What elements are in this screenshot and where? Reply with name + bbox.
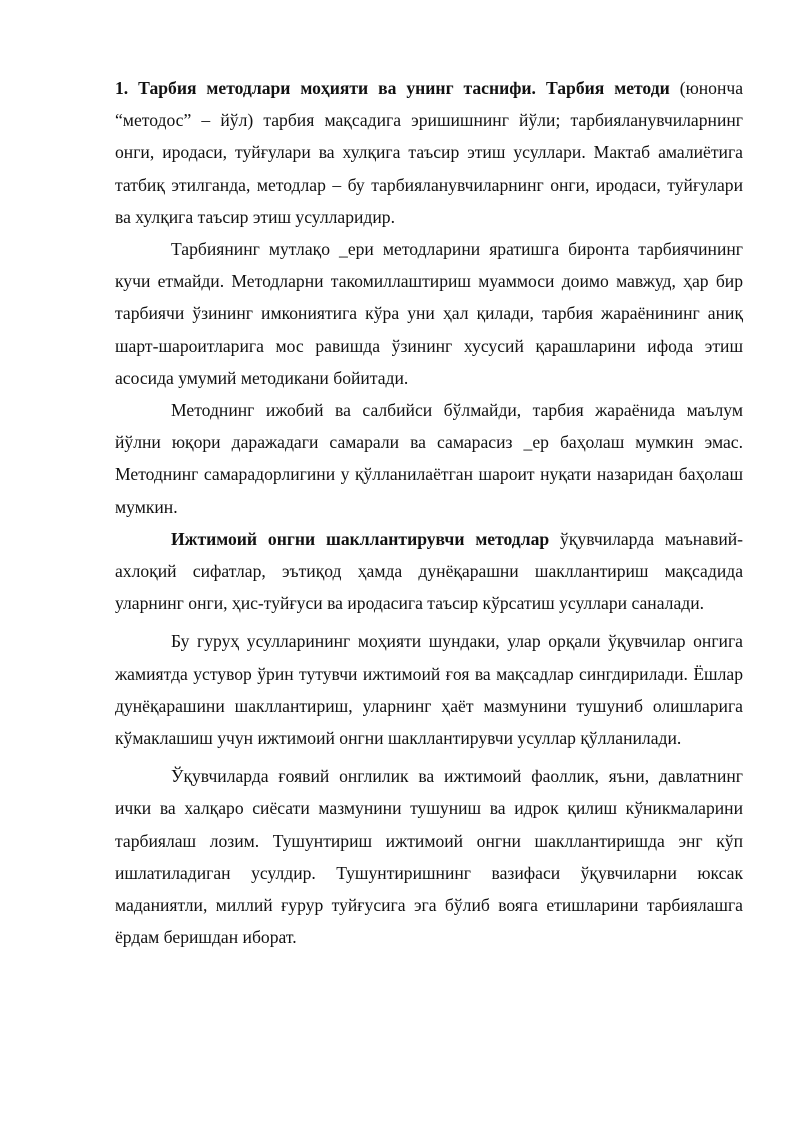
- paragraph-2: Тарбиянинг мутлақо _ери методларини яратишга биронта тарбиячининг кучи етмайди. Методларни такомиллаштириш муаммоси доимо мавжуд, ҳар бир тарбиячи ўзининг имкониятига кўра уни ҳал қилади, тарбия жараёнининг аниқ шарт-шароитларига мос равишда ўзининг хусусий қарашларини ифода этиш асосида умумий методикани бойитади.: [115, 239, 743, 388]
- paragraph-1: [115, 72, 743, 233]
- document-page: [115, 72, 743, 953]
- paragraph-text: (юнонча “методос” – йўл) тарбия мақсадига эришишнинг йўли; тарбияланувчиларнинг онги, иродаси, туйғулари ва хулқига таъсир этиш усуллари. Мактаб амалиётига татбиқ этилганда, методлар – бу тарбияланувчиларнинг онги, иродаси, туйғулари ва хулқига таъсир этиш усулларидир.: [115, 78, 744, 227]
- paragraph-5: Бу гуруҳ усулларининг моҳияти шундаки, улар орқали ўқувчилар онгига жамиятда устувор ўрин тутувчи ижтимоий ғоя ва мақсадлар сингдирилади. Ёшлар дунёқарашини шакллантириш, уларнинг ҳаёт мазмунини тушуниб олишларига кўмаклашиш учун ижтимоий онгни шакллантирувчи усуллар қўлланилади.: [115, 631, 743, 749]
- paragraph-6: Ўқувчиларда ғоявий онглилик ва ижтимоий фаоллик, яъни, давлатнинг ички ва халқаро сиёсати мазмунини тушуниш ва идрок қилиш кўникмаларини тарбиялаш лозим. Тушунтириш ижтимоий онгни шакллантиришда энг кўп ишлатиладиган усулдир. Тушунтиришнинг вазифаси ўқувчиларни юксак маданиятли, миллий ғурур туйғусига эга бўлиб вояга етишларини тарбиялашга ёрдам беришдан иборат.: [115, 766, 743, 948]
- paragraph-3: Методнинг ижобий ва салбийси бўлмайди, тарбия жараёнида маълум йўлни юқори даражадаги самарали ва самарасиз _ер баҳолаш мумкин эмас. Методнинг самарадорлигини у қўлланилаётган шароит нуқати назаридан баҳолаш мумкин.: [115, 400, 743, 517]
- paragraph-4: [115, 523, 743, 620]
- term-bold: Ижтимоий онгни шакллантирувчи методлар: [171, 528, 550, 549]
- term-bold: Тарбия методи: [545, 78, 670, 98]
- paragraph-text: ўқувчиларда маънавий-ахлоқий сифатлар, эътиқод ҳамда дунёқарашни шакллантириш мақсадида уларнинг онги, ҳис-туйғуси ва иродасига таъсир кўрсатиш усуллари саналади.: [115, 528, 744, 614]
- section-heading: 1. Тарбия методлари моҳияти ва унинг таснифи.: [115, 78, 536, 98]
